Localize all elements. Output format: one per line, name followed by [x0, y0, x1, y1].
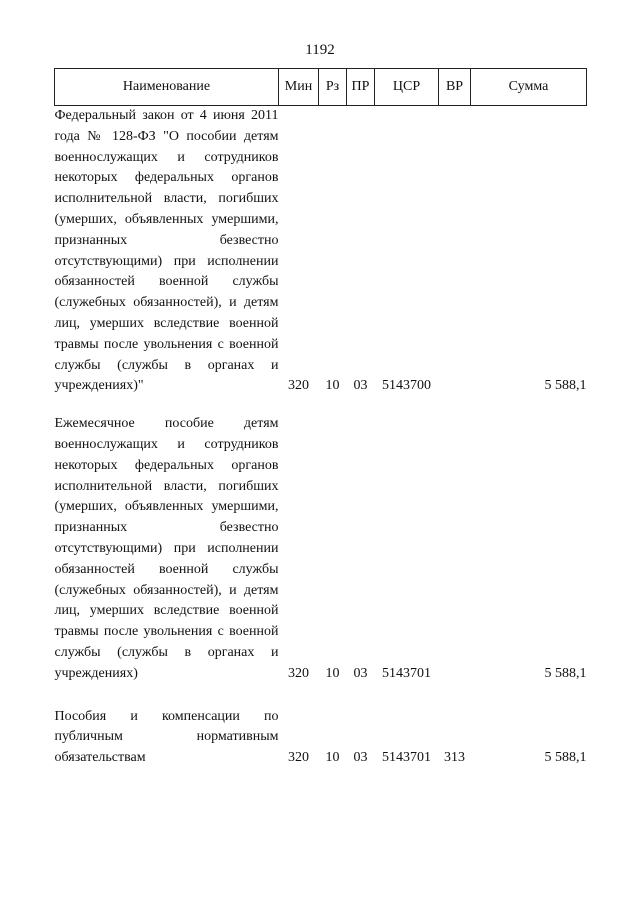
row-sum: 5 588,1 — [544, 750, 587, 766]
row-csr: 5143701 — [382, 665, 431, 681]
row-sum: 5 588,1 — [544, 665, 587, 681]
header-vr: ВР — [439, 69, 471, 106]
table-row — [55, 693, 587, 769]
row-min: 320 — [288, 378, 309, 394]
header-min: Мин — [279, 69, 319, 106]
row-rz: 10 — [325, 665, 340, 681]
row-pr: 03 — [353, 665, 368, 681]
row-pr: 03 — [353, 378, 368, 394]
table-row — [55, 403, 587, 692]
budget-table — [54, 68, 587, 769]
header-csr: ЦСР — [375, 69, 439, 106]
row-rz: 10 — [325, 750, 340, 766]
row-min: 320 — [288, 750, 309, 766]
row-vr — [439, 106, 471, 404]
row-csr: 5143700 — [382, 378, 431, 394]
row-vr — [439, 403, 471, 692]
table-header-row — [55, 69, 587, 106]
page-number: 1192 — [305, 42, 335, 58]
table-row — [55, 106, 587, 404]
header-sum: Сумма — [471, 69, 587, 106]
row-min: 320 — [288, 665, 309, 681]
row-pr: 03 — [353, 750, 368, 766]
row-sum: 5 588,1 — [544, 378, 587, 394]
row-name: Ежемесячное пособие детям военнослужащих и сотрудников некоторых федеральных органов исполнительной власти, погибших (умерших, объявленных умершими, признанных безвестно отсутствующими) при исполнении обязанностей военной службы (служебных обязанностей), и детям лиц, умерших вследствие военной травмы после увольнения с военной службы (службы в органах и учреждениях) — [54, 416, 279, 681]
header-rz: Рз — [319, 69, 347, 106]
row-csr: 5143701 — [382, 750, 431, 766]
header-pr: ПР — [347, 69, 375, 106]
row-vr: 313 — [444, 750, 465, 766]
header-name: Наименование — [55, 69, 279, 106]
row-rz: 10 — [325, 378, 340, 394]
row-name: Федеральный закон от 4 июня 2011 года № 128-ФЗ "О пособии детям военнослужащих и сотрудников некоторых федеральных органов исполнительной власти, погибших (умерших, объявленных умершими, признанных безвестно отсутствующими) при исполнении обязанностей военной службы (служебных обязанностей), и детям лиц, умерших вследствие военной травмы после увольнения с военной службы (службы в органах и учреждениях)" — [54, 108, 279, 394]
row-name: Пособия и компенсации по публичным нормативным обязательствам — [54, 708, 279, 766]
